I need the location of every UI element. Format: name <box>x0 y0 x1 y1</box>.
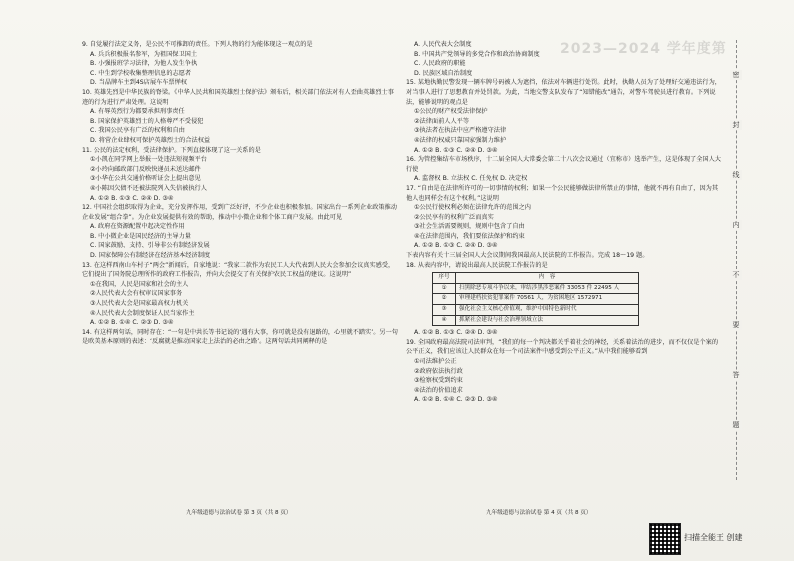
question-10-option: C. 我国公民享有广泛的权利和自由 <box>90 127 185 135</box>
table-header-cell: 序号 <box>433 273 456 284</box>
question-17-item: ④在法律范围内，我们要依法保护和约束 <box>414 232 525 240</box>
page-4-footer: 九年级道德与法治试卷 第 4 页（共 8 页） <box>486 510 592 516</box>
question-16-answers: A. 监督权 B. 立法权 C. 任免权 D. 决定权 <box>414 175 528 183</box>
binding-char: 内 <box>730 220 742 230</box>
page-3-footer: 九年级道德与法治试卷 第 3 页（共 8 页） <box>186 510 292 516</box>
previous-question-option: B. 中国共产党领导的多党合作和政治协商制度 <box>414 50 540 58</box>
dashed-seal-line <box>736 40 737 480</box>
question-12-option: A. 政府在资源配置中起决定性作用 <box>90 223 185 231</box>
material-stem: 下表内容有关十三届全国人大会议期间我国最高人民法院的工作报告。完成 18～19 题。 <box>406 252 649 260</box>
table-row <box>433 305 639 316</box>
question-13-answers: A. ①② B. ①④ C. ②③ D. ③④ <box>90 319 174 327</box>
question-15-answers: A. ①② B. ①③ C. ②④ D. ③④ <box>414 146 498 154</box>
question-9: 9. 自觉履行法定义务，是公民不可推卸的责任。下列人物的行为能体现这一观点的是 <box>82 41 313 48</box>
question-10-option: A. 有辱英烈行为都要承担刑事责任 <box>90 108 185 116</box>
question-19-item: ②政府依法执行政 <box>414 367 463 375</box>
question-11: 11. 公民的法定权利，受法律保护。下列直接体现了这一关系的是 <box>82 146 261 154</box>
binding-line <box>720 40 754 480</box>
question-18-answers: A. ①② B. ①③ C. ②④ D. ③④ <box>414 329 498 337</box>
table-cell: 强化社会主义核心价值观，维护中国特色新时代 <box>456 305 639 316</box>
question-17-item: ①公民行使权利必须在法律允许的范围之内 <box>414 204 531 212</box>
question-19-item: ①司法维护公正 <box>414 358 457 365</box>
bleed-through-title: 2023—2024 学年度第 <box>560 41 727 57</box>
question-10-option: B. 国家保护英雄烈士的人格尊严不受侵犯 <box>90 117 204 125</box>
scanner-watermark: 扫描全能王 创建 <box>684 533 743 542</box>
question-12: 12. 中国社会组织取得为企业，充分发挥作用，受到广泛好评，不少企业也积极参加。国家出台一系列企业政策推动企业发展“组合拳”。为企业发展提供有效的帮助，推动中小微企业和个体工商户发展。由此可见 <box>82 204 397 221</box>
question-17-item: ③社会生活需要规则，规则中包含了自由 <box>414 223 525 231</box>
table-cell: ③ <box>433 305 456 316</box>
table-row <box>433 283 639 294</box>
question-14: 14. 有这样两句话，同时存在：“一句是中共长等书记说的‘遇有大事，你可就是没有退路的，心里就不踏实’。另一句是欧美基本原则的表述：‘反腐就是推动国家走上法治的必由之路’。这两句话共同阐释的是 <box>82 328 398 346</box>
question-9-option: C. 中生到学校收集整理信息的志愿者 <box>90 69 192 77</box>
page-3-column <box>82 40 398 347</box>
question-17-item: ②公民享有的权利广泛而真实 <box>414 213 494 221</box>
table-cell: ④ <box>433 315 456 326</box>
report-table <box>432 272 639 326</box>
binding-char: 答 <box>730 370 742 380</box>
question-13: 13. 在这样西南山车村子“两会”新闻后，自家地说：“我家二款作为农民工人大代表到人民大会参加会议真实感受，它们提出了国务院总理所作的政府工作报告，并向大会提交了有关保护农民工权益的建议。这说明” <box>82 261 395 279</box>
page-4-column <box>406 40 724 405</box>
previous-question-option: A. 人民代表大会制度 <box>414 41 472 48</box>
qr-code <box>649 523 681 555</box>
binding-char: 封 <box>730 120 742 130</box>
question-19: 19. 全国政府最高法院司法审判，“我们的每一个判决都关乎着社会的神经，关系着法治的进步，而不仅仅是个案的公平正义，我们应该让人民群众在每一个司法案件中感受到公平正义。”从中我们能够看到 <box>406 338 719 356</box>
question-13-item: ④人民代表大会制度保证人民当家作主 <box>90 309 195 317</box>
table-cell: ① <box>433 283 456 294</box>
table-header-cell: 内 容 <box>456 273 639 284</box>
question-15-item: ③执法者在执法中应严格遵守法律 <box>414 127 507 135</box>
table-header-row <box>433 273 639 284</box>
question-10: 10. 英雄先烈是中华民族的脊梁。《中华人民共和国英雄烈士保护法》颁布后，相关部门依法对有人歪曲英雄烈士事迹的行为进行严肃处理。这说明 <box>82 88 394 106</box>
table-cell: 扫黑除恶专项斗争以来，审结涉黑涉恶案件 33053 件 22495 人 <box>456 283 639 294</box>
question-19-item: ③检察权受到约束 <box>414 377 463 385</box>
question-10-option: D. 将营企业肆权可保护英雄烈士的合法权益 <box>90 136 211 144</box>
binding-char: 不 <box>730 270 742 280</box>
table-row <box>433 294 639 305</box>
binding-char: 要 <box>730 320 742 330</box>
question-11-item: ③小华在公共交通价格听证会上提出意见 <box>90 175 201 183</box>
question-9-option: D. 当晶牌车主到4S店展车车票惮权 <box>90 79 187 87</box>
question-17-answers: A. ①② B. ①③ C. ②④ D. ③④ <box>414 242 498 250</box>
table-cell: 审理建档扶贫犯罪案件 70561 人，为贫困地区 1572971 <box>456 294 639 305</box>
question-9-option: A. 兵兵积极报名参军，为祖国保卫国土 <box>90 50 198 58</box>
question-11-item: ②小玲向邮政部门反映快递员未送达邮件 <box>90 165 201 173</box>
question-12-option: D. 国家保障公有制经济在经济基本经济制度 <box>90 252 211 260</box>
table-row <box>433 315 639 326</box>
question-17: 17. “自由是在法律所许可的一切事情的权利；如果一个公民能够做法律所禁止的事情，他就不再有自由了，因为其他人也同样会有这个权利。”这说明 <box>406 184 719 202</box>
question-15-item: ④法律的权威只靠国家强制力维护 <box>414 136 507 144</box>
question-16: 16. 为管控集结车市场秩序，十二届全国人大常委会第二十八次会议通过（宜称市）选举产生，这是体现了全国人大行使 <box>406 156 721 173</box>
question-13-item: ③人民代表大会是国家最高权力机关 <box>90 300 189 308</box>
binding-char: 题 <box>730 420 742 430</box>
question-11-answers: A. ①② B. ①③ C. ②④ D. ③④ <box>90 194 174 202</box>
table-cell: ② <box>433 294 456 305</box>
question-13-item: ②人民代表大会有权审议国家事务 <box>90 290 183 298</box>
question-11-item: ①小凯在同学网上举报一处违法短视频平台 <box>90 156 207 164</box>
question-12-option: C. 国家鼓励、支持、引导非公有制经济发展 <box>90 242 210 250</box>
question-12-option: B. 中小微企业是国民经济的主导力量 <box>90 232 191 240</box>
question-19-item: ④法治的价值追求 <box>414 386 463 394</box>
question-9-option: B. 小强报班学习法律，为他人发生争执 <box>90 60 198 68</box>
question-13-item: ①在我国，人民是国家和社会的主人 <box>90 280 189 288</box>
binding-char: 密 <box>730 70 742 80</box>
question-11-item: ④小陈因欠债不还被法院列入失信被执行人 <box>90 184 207 192</box>
binding-char: 线 <box>730 170 742 180</box>
question-19-answers: A. ①② B. ①④ C. ②③ D. ③④ <box>414 396 498 404</box>
table-cell: 抓紧社会建设与社会治理领域立法 <box>456 315 639 326</box>
previous-question-option: D. 民族区域自治制度 <box>414 69 473 77</box>
question-15: 15. 某地执勤民警发现一辆车牌号码被人为遮挡，依法对车辆进行处罚。此时，执勤人员为了处理好交通违法行为，对当事人进行了思想教育并处罚款。为此，当地交警支队发布了“知错能改”通告，对警车驾驶员进行教育。下列说法，能够说明的观点是 <box>406 79 721 106</box>
question-18: 18. 从表内容中，请说出最高人民法院工作报告的是 <box>406 261 548 269</box>
question-15-item: ②法律面前人人平等 <box>414 117 470 125</box>
previous-question-option: C. 人民政府的职能 <box>414 60 466 68</box>
question-15-item: ①公民的财产权受法律保护 <box>414 108 488 116</box>
